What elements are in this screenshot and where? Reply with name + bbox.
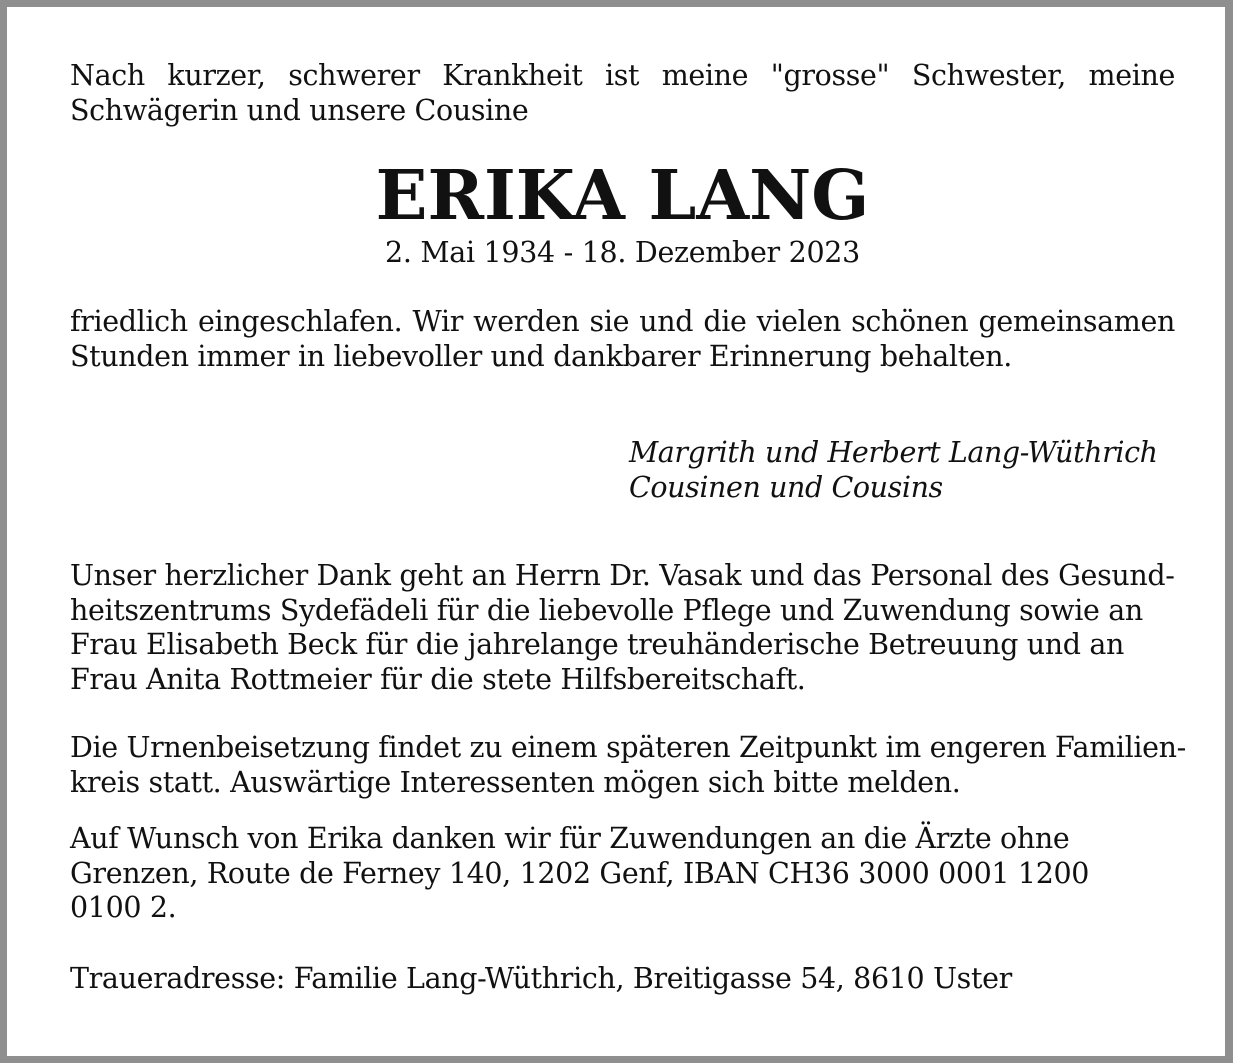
donation-paragraph [70,822,1175,926]
donation-line: Grenzen, Route de Ferney 140, 1202 Genf, IBAN CH36 3000 0001 1200 [70,856,1090,890]
signer-line: Cousinen und Cousins [629,471,943,504]
burial-paragraph [70,731,1186,800]
burial-line: Die Urnenbeisetzung findet zu einem späteren Zeitpunkt im engeren Familien- [70,731,1186,764]
burial-line: kreis statt. Auswärtige Interessenten mögen sich bitte melden. [70,765,961,799]
deceased-name: ERIKA LANG [375,156,870,236]
thanks-line: Frau Anita Rottmeier für die stete Hilfsbereitschaft. [70,662,806,696]
thanks-line: Unser herzlicher Dank geht an Herrn Dr. Vasak und das Personal des Gesund- [70,559,1175,592]
intro-text: Nach kurzer, schwerer Krankheit ist meine "grosse" Schwester, meine Schwägerin und unsere Cousine [70,59,1175,127]
thanks-paragraph [70,559,1175,697]
signers-block [629,435,1175,505]
thanks-line: Frau Elisabeth Beck für die jahrelange treuhänderische Betreuung und an [70,628,1125,661]
message-text: friedlich eingeschlafen. Wir werden sie und die vielen schönen gemeinsamen Stunden immer in liebevoller und dankbarer Erinnerung behalten. [70,305,1175,373]
thanks-line: heitszentrums Sydefädeli für die liebevolle Pflege und Zuwendung sowie an [70,593,1143,627]
donation-line: Auf Wunsch von Erika danken wir für Zuwendungen an die Ärzte ohne [70,822,1070,855]
life-dates: 2. Mai 1934 - 18. Dezember 2023 [385,236,860,269]
donation-line: 0100 2. [70,891,177,924]
obituary-notice [70,59,1186,996]
signer-line: Margrith und Herbert Lang-Wüthrich [629,436,1158,469]
mourning-address: Traueradresse: Familie Lang-Wüthrich, Breitigasse 54, 8610 Uster [70,961,1012,995]
